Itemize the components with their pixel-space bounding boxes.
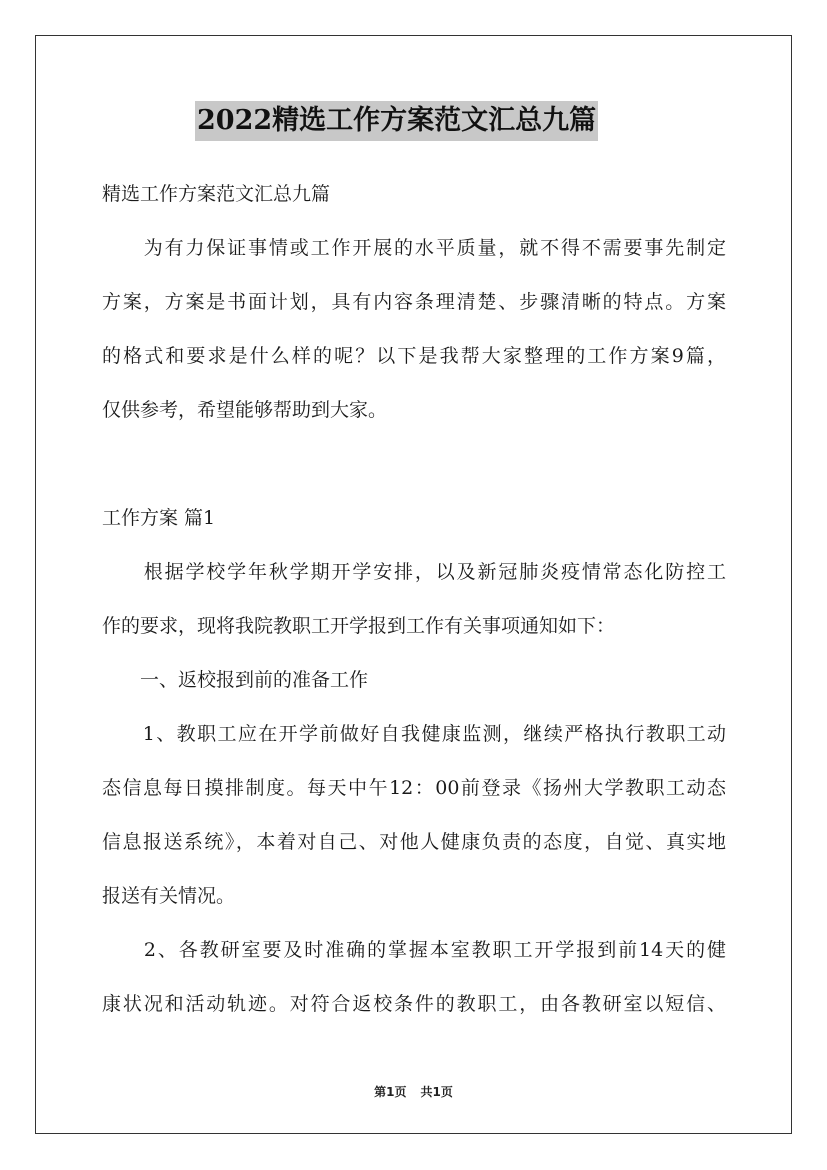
page-number: 第1页 (374, 1085, 407, 1099)
body-line-3: 一、返校报到前的准备工作 (102, 669, 369, 691)
body-line-6: 信息报送系统》，本着对自己、对他人健康负责的态度，自觉、真实地 (102, 831, 726, 853)
body-line-2: 作的要求，现将我院教职工开学报到工作有关事项通知如下： (102, 615, 616, 637)
intro-line-3: 的格式和要求是什么样的呢？以下是我帮大家整理的工作方案9篇， (102, 345, 726, 367)
page-total: 共1页 (420, 1085, 453, 1099)
body-line-8: 2、各教研室要及时准确的掌握本室教职工开学报到前14天的健 (102, 939, 726, 961)
intro-line-4: 仅供参考，希望能够帮助到大家。 (102, 399, 388, 421)
body-line-4: 1、教职工应在开学前做好自我健康监测，继续严格执行教职工动 (102, 723, 726, 745)
document-title: 2022精选工作方案范文汇总九篇 (195, 101, 598, 141)
intro-line-2: 方案，方案是书面计划，具有内容条理清楚、步骤清晰的特点。方案 (102, 291, 726, 313)
body-line-9: 康状况和活动轨迹。对符合返校条件的教职工，由各教研室以短信、 (102, 993, 726, 1015)
intro-line-1: 为有力保证事情或工作开展的水平质量，就不得不需要事先制定 (102, 237, 726, 259)
section-heading: 工作方案 篇1 (102, 507, 216, 529)
page-footer (0, 1083, 827, 1100)
document-subtitle: 精选工作方案范文汇总九篇 (102, 183, 331, 205)
body-line-1: 根据学校学年秋学期开学安排，以及新冠肺炎疫情常态化防控工 (102, 561, 726, 583)
body-line-7: 报送有关情况。 (102, 885, 236, 907)
body-line-5: 态信息每日摸排制度。每天中午12：00前登录《扬州大学教职工动态 (102, 777, 726, 799)
